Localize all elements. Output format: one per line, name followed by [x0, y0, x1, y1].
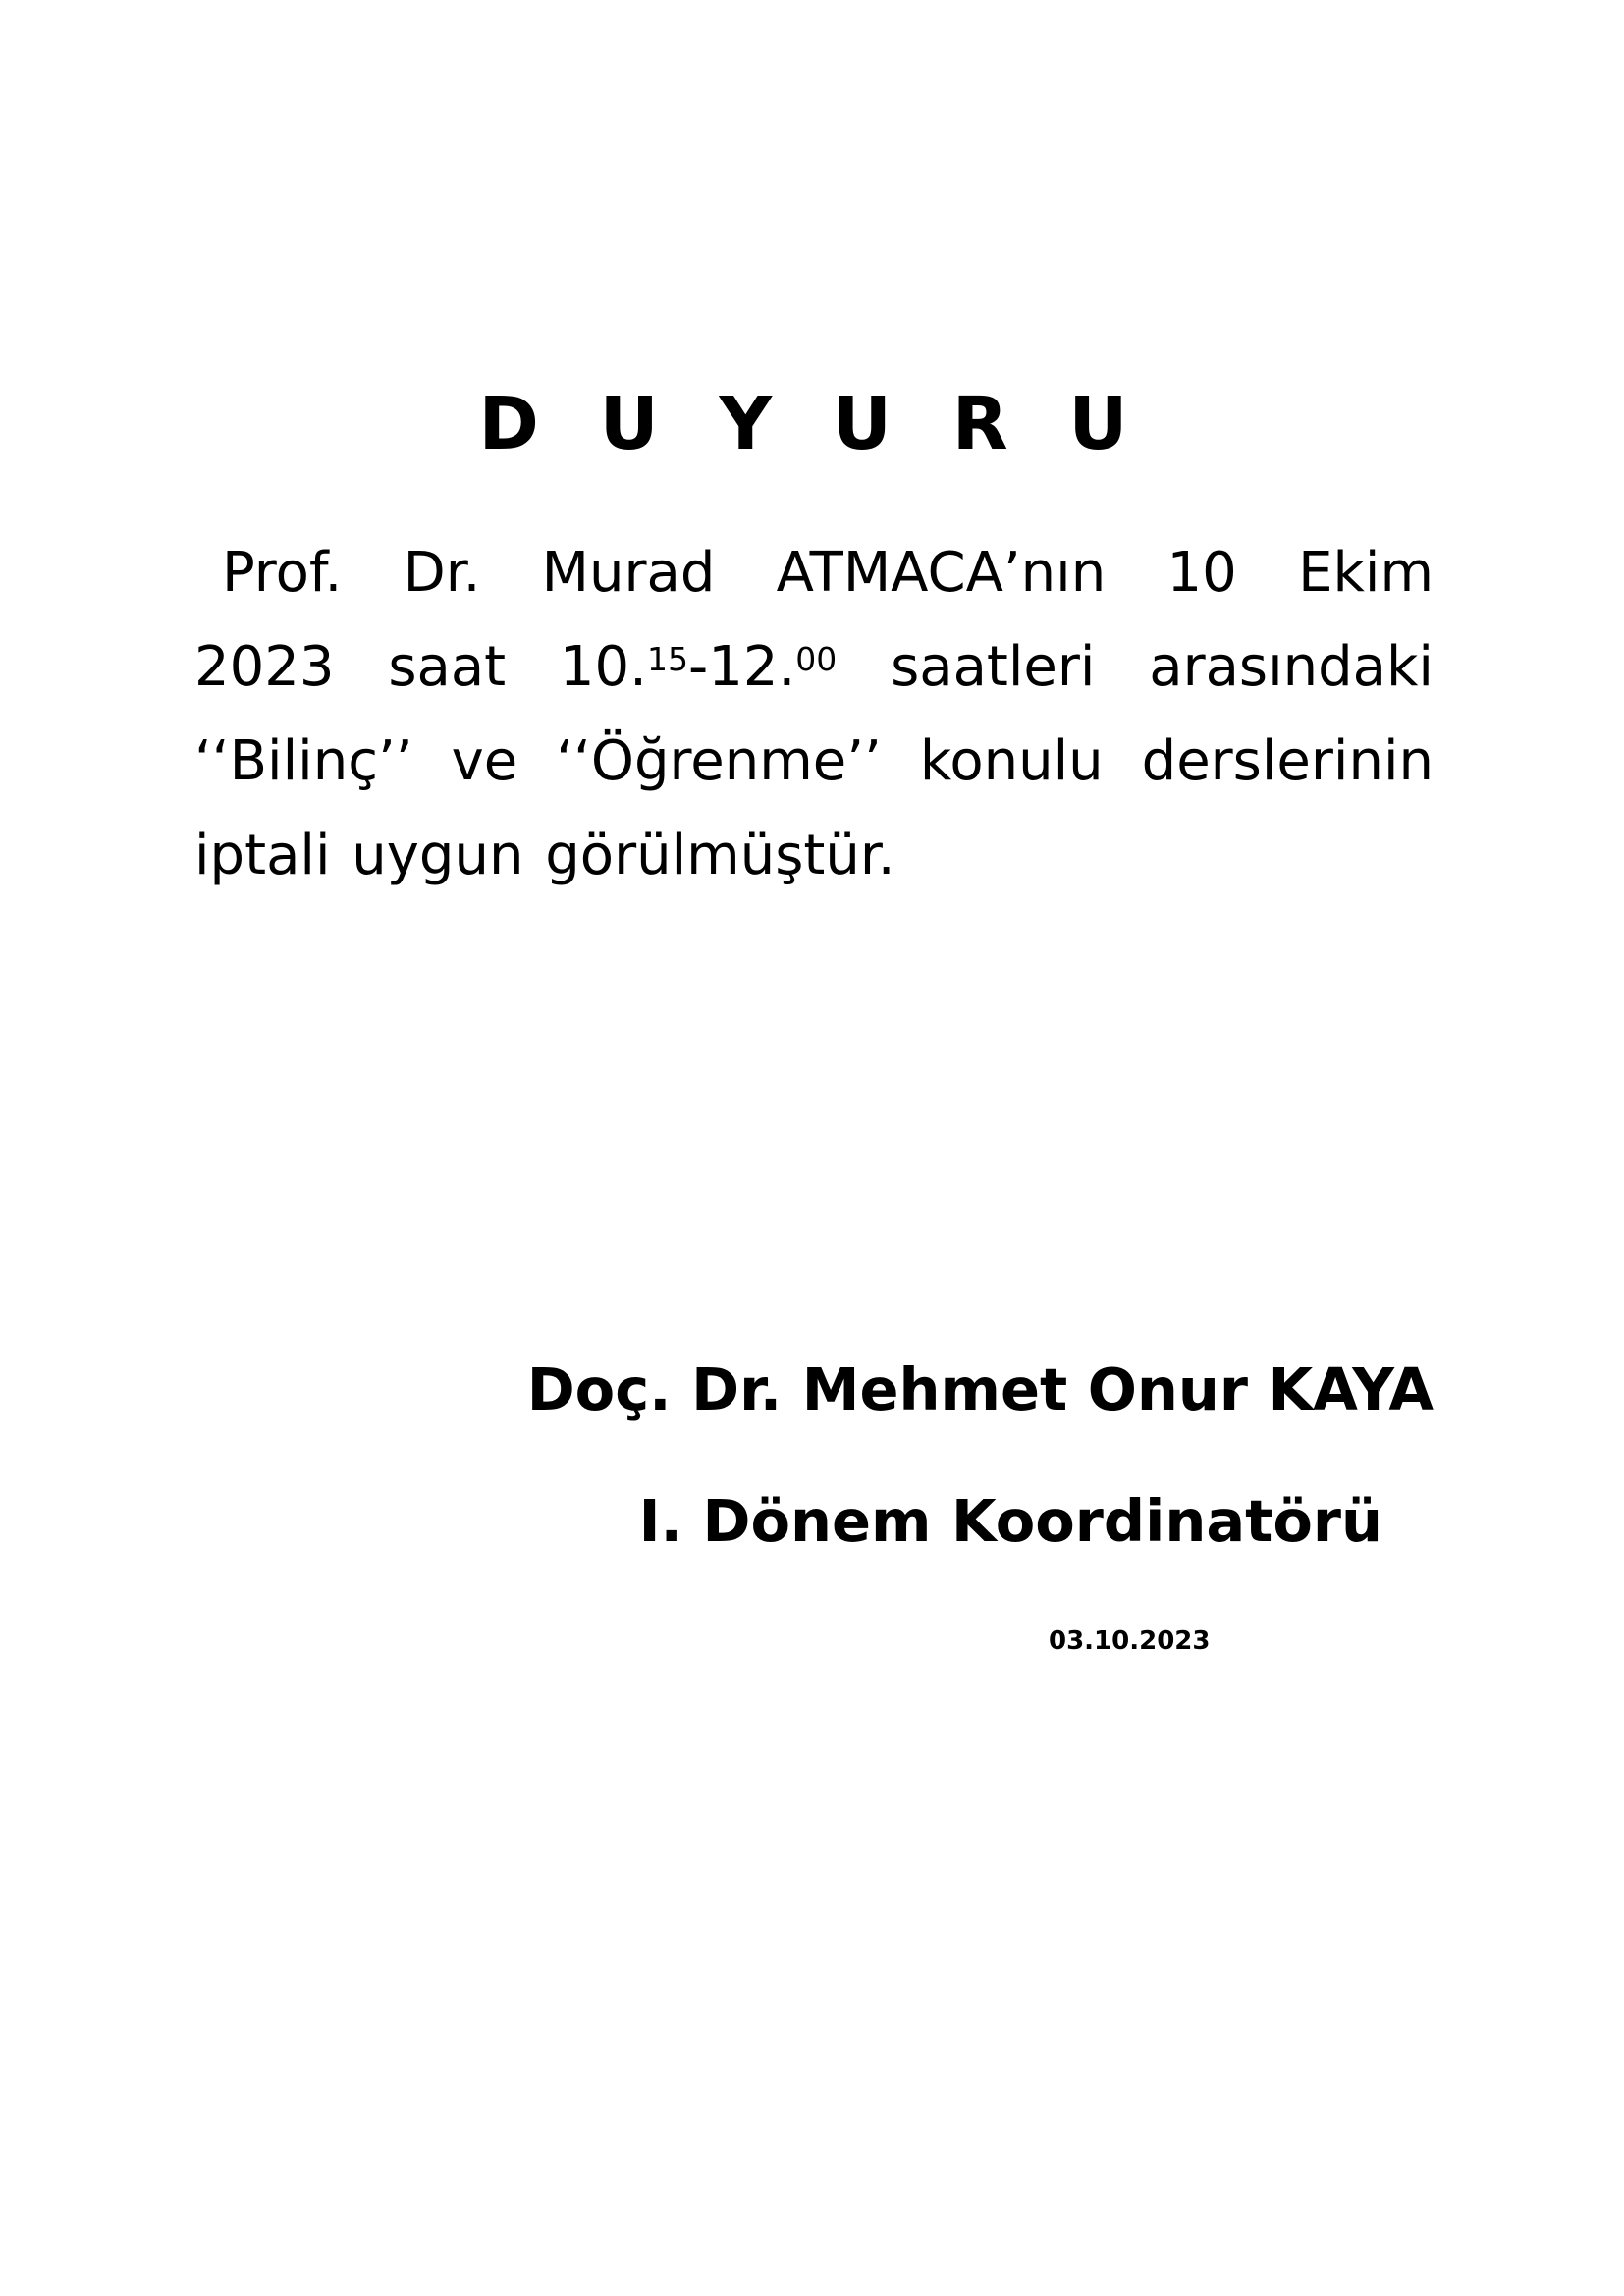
end-minutes-superscript: 00	[795, 640, 838, 678]
body-line-4: iptali uygun görülmüştür.	[194, 824, 895, 887]
document-date: 03.10.2023	[1049, 1627, 1211, 1656]
announcement-body	[194, 526, 1434, 903]
signer-title: I. Dönem Koordinatörü	[638, 1487, 1382, 1555]
body-line-1: Prof. Dr. Murad ATMACA’nın 10 Ekim	[222, 541, 1434, 605]
body-line-2-mid: -12.	[687, 635, 796, 699]
signer-name: Doç. Dr. Mehmet Onur KAYA	[526, 1356, 1434, 1423]
body-line-3: ‘‘Bilinç’’ ve ‘‘Öğrenme’’ konulu derslerinin	[194, 729, 1434, 793]
start-minutes-superscript: 15	[646, 640, 688, 678]
body-line-2-end: saatleri arasındaki	[837, 635, 1434, 699]
body-line-2	[194, 620, 1434, 715]
body-line-2-start: 2023 saat 10.	[194, 635, 647, 699]
announcement-title: D U Y U R U	[478, 382, 1146, 466]
